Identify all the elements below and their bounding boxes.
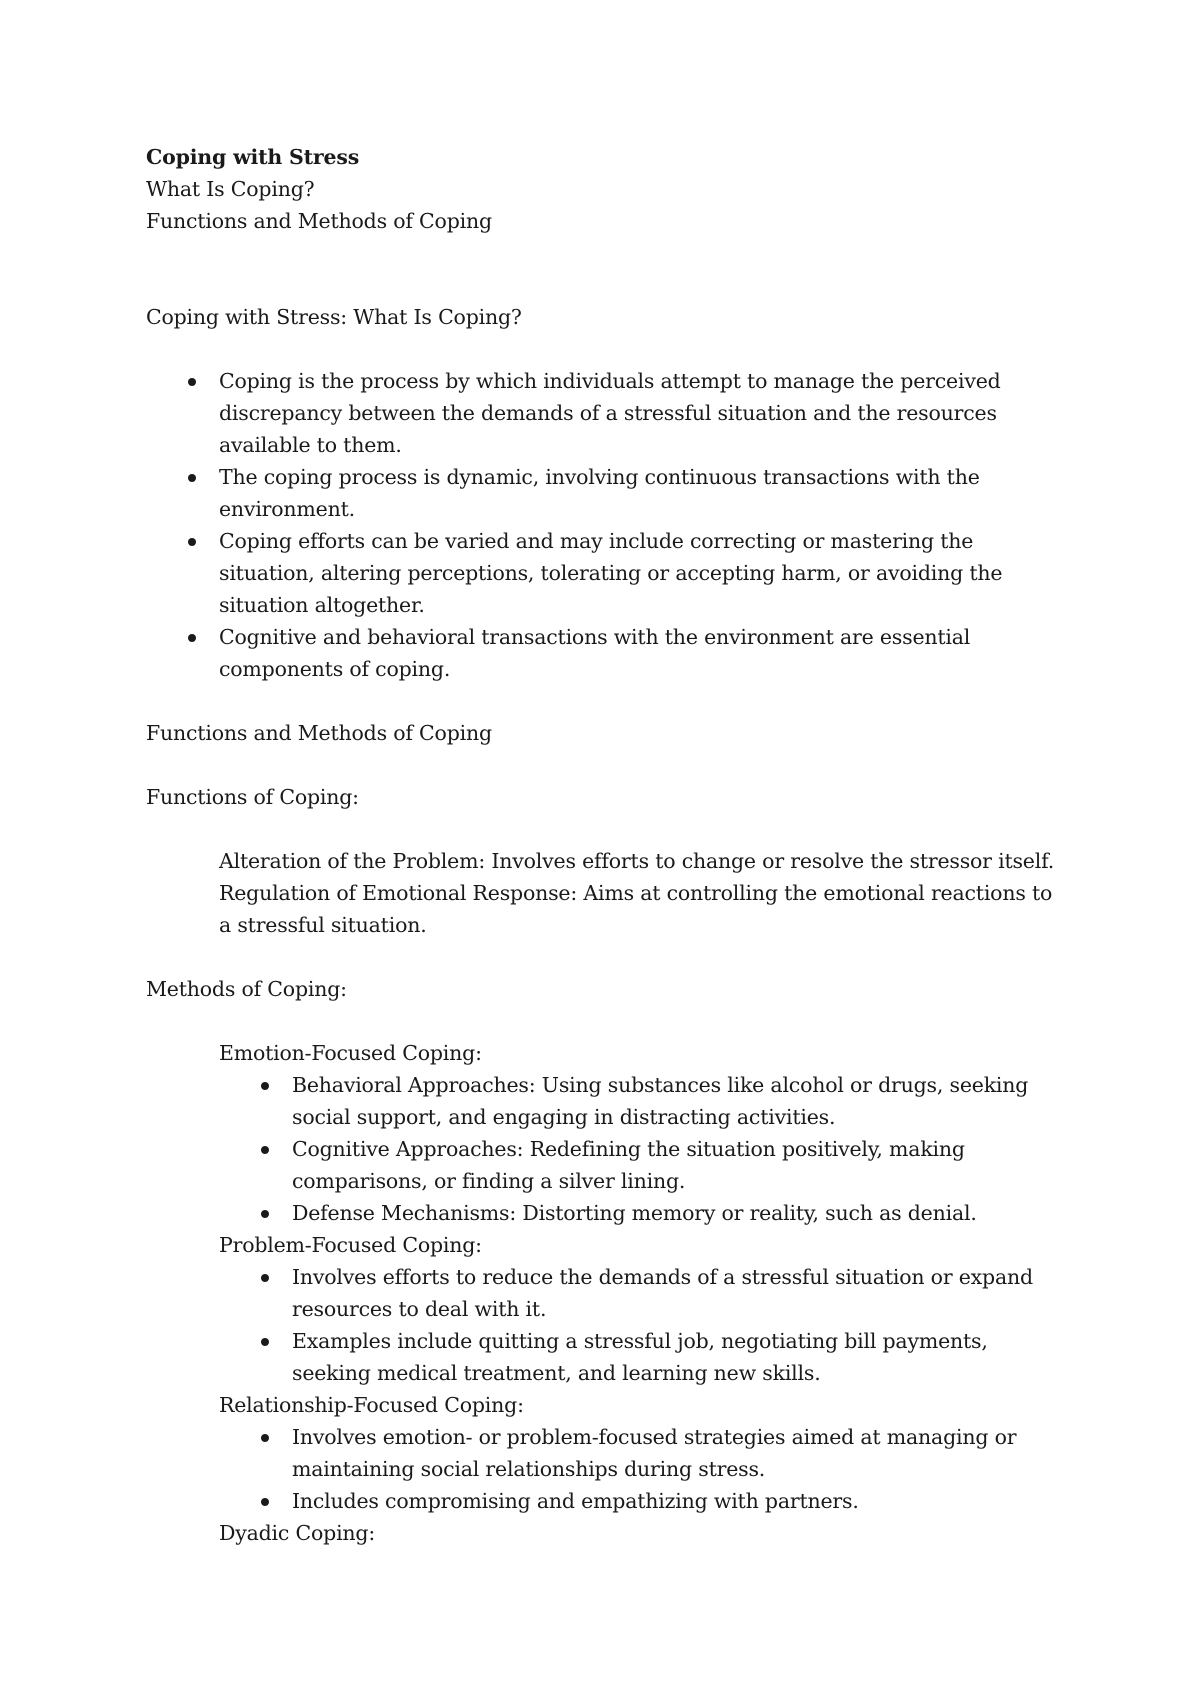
list-item: Coping is the process by which individuals attempt to manage the perceived discrepancy between the demands of a stressful situation and the resources available to them. — [146, 365, 1066, 461]
methods-heading: Methods of Coping: — [146, 977, 347, 1001]
list-item: Includes compromising and empathizing with partners. — [219, 1485, 1066, 1517]
toc-item-functions-methods: Functions and Methods of Coping — [146, 209, 492, 233]
function-item-regulation: Regulation of Emotional Response: Aims at controlling the emotional reactions to a stressful situation. — [219, 881, 1053, 937]
method-label-relationship-focused: Relationship-Focused Coping: — [219, 1393, 524, 1417]
spacer — [146, 685, 1066, 717]
list-item: Examples include quitting a stressful job, negotiating bill payments, seeking medical treatment, and learning new skills. — [219, 1325, 1066, 1389]
problem-focused-list — [146, 1261, 1066, 1389]
document-title: Coping with Stress — [146, 145, 360, 169]
function-item-alteration: Alteration of the Problem: Involves efforts to change or resolve the stressor itself. — [219, 849, 1055, 873]
spacer — [146, 813, 1066, 845]
list-item: Behavioral Approaches: Using substances like alcohol or drugs, seeking social support, and engaging in distracting activities. — [219, 1069, 1066, 1133]
emotion-focused-list — [146, 1069, 1066, 1229]
spacer — [146, 333, 1066, 365]
spacer — [146, 237, 1066, 301]
method-label-problem-focused: Problem-Focused Coping: — [219, 1233, 482, 1257]
list-item: Cognitive and behavioral transactions with the environment are essential components of coping. — [146, 621, 1066, 685]
relationship-focused-list — [146, 1421, 1066, 1517]
section-heading-functions-methods: Functions and Methods of Coping — [146, 721, 492, 745]
list-item: The coping process is dynamic, involving continuous transactions with the environment. — [146, 461, 1066, 525]
section-heading-what-is-coping: Coping with Stress: What Is Coping? — [146, 305, 522, 329]
list-item: Defense Mechanisms: Distorting memory or reality, such as denial. — [219, 1197, 1066, 1229]
what-is-coping-list — [146, 365, 1066, 685]
functions-heading: Functions of Coping: — [146, 785, 359, 809]
method-label-dyadic: Dyadic Coping: — [219, 1521, 376, 1545]
list-item: Involves efforts to reduce the demands of a stressful situation or expand resources to deal with it. — [219, 1261, 1066, 1325]
list-item: Involves emotion- or problem-focused strategies aimed at managing or maintaining social relationships during stress. — [219, 1421, 1066, 1485]
spacer — [146, 941, 1066, 973]
method-label-emotion-focused: Emotion-Focused Coping: — [219, 1041, 482, 1065]
spacer — [146, 1005, 1066, 1037]
spacer — [146, 749, 1066, 781]
list-item: Cognitive Approaches: Redefining the situation positively, making comparisons, or finding a silver lining. — [219, 1133, 1066, 1197]
list-item: Coping efforts can be varied and may include correcting or mastering the situation, altering perceptions, tolerating or accepting harm, or avoiding the situation altogether. — [146, 525, 1066, 621]
toc-item-what-is-coping: What Is Coping? — [146, 177, 315, 201]
document-body — [146, 141, 1066, 1549]
